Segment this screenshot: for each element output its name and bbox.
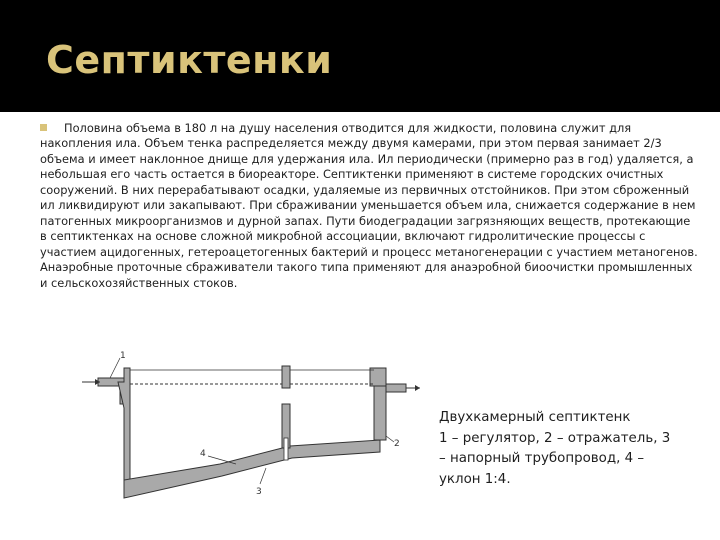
leader-1 <box>110 358 120 378</box>
slide-header <box>0 0 720 112</box>
diagram-label-1: 1 <box>120 351 126 361</box>
diagram-label-3: 3 <box>256 487 262 497</box>
septic-tank-diagram <box>40 348 420 508</box>
bullet-text: Половина объема в 180 л на душу населения отводится для жидкости, половина служит для накопления ила. Объем тенка распределяется между двумя камерами, при этом первая занимает 2/3 объема и имеет наклонное днище для удержания ила. Ил периодически (примерно раз в год) удаляется, а небольшая его часть остается в биореакторе. Септиктенки применяют в системе городских очистных сооружений. В них перерабатывают осадки, удаляемые из первичных отстойников. При этом сброженный ил ликвидируют или закапывают. При сбраживании уменьшается объем ила, снижается содержание в нем патогенных микроорганизмов и дурной запах. Пути биодеградации загрязняющих веществ, протекающие в септиктенках на основе сложной микробной ассоциации, включают гидролитические процессы с участием ацидогенных, гетероацетогенных бактерий и процесс метаногенерации с участием метаногенов. Анаэробные проточные сбраживатели такого типа применяют для анаэробной биоочистки промышленных и сельскохозяйственных стоков. <box>40 121 698 290</box>
diagram-label-4: 4 <box>200 449 206 459</box>
outlet-pipe <box>386 384 406 392</box>
leader-2 <box>386 436 394 442</box>
tank-right-wall <box>374 382 386 440</box>
diagram-caption <box>439 408 701 490</box>
caption-line: Двухкамерный септиктенк <box>439 410 631 425</box>
slide-title: Септиктенки <box>46 38 333 82</box>
outlet-arrowhead <box>415 385 420 391</box>
pressure-pipe <box>284 438 288 460</box>
leader-4 <box>208 456 236 464</box>
tank-left-wall <box>118 368 130 486</box>
diagram-label-2: 2 <box>394 439 400 449</box>
tank-bottom <box>124 440 380 498</box>
caption-line: – напорный трубопровод, 4 – <box>439 451 645 466</box>
caption-line: 1 – регулятор, 2 – отражатель, 3 <box>439 430 671 446</box>
tank-right-wall-upper <box>370 368 386 386</box>
leader-3 <box>260 468 266 484</box>
partition-upper <box>282 366 290 388</box>
caption-line: уклон 1:4. <box>439 471 511 487</box>
